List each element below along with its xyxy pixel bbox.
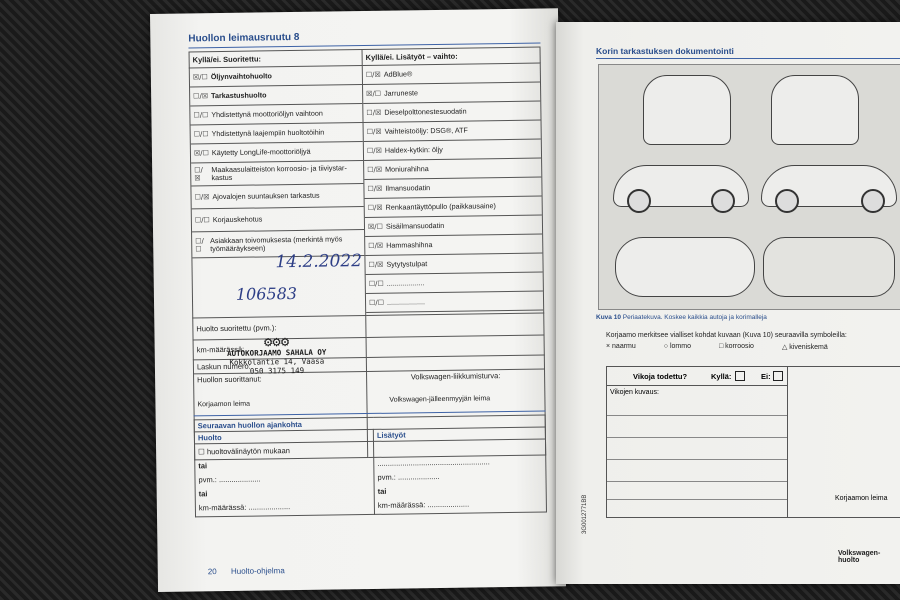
vw-monitor-label: Volkswagen-liikkumisturva: bbox=[410, 371, 501, 382]
right-checkbox[interactable]: ☐/☒ bbox=[368, 260, 384, 269]
right-item-label: AdBlue® bbox=[383, 69, 413, 79]
symbol-legend bbox=[606, 343, 900, 351]
left-checkbox[interactable]: ☒/☐ bbox=[192, 73, 208, 82]
no-checkbox[interactable] bbox=[773, 371, 783, 381]
left-item-label: Maakaasulaitteiston korroosio- ja tiiviystar-kastus bbox=[211, 163, 347, 183]
right-item bbox=[365, 216, 542, 237]
right-checkbox[interactable]: ☐/☒ bbox=[366, 146, 382, 155]
right-item-label: Dieselpolttonestesuodatin bbox=[384, 106, 467, 117]
left-item-label: Tarkastushuolto bbox=[211, 90, 267, 101]
next-service-cell bbox=[195, 441, 375, 516]
stamp-name: AUTOKORJAAMO SAHALA OY bbox=[227, 347, 327, 358]
right-checkbox[interactable]: ☒/☐ bbox=[366, 89, 382, 98]
footer-page-number: 20 bbox=[207, 567, 217, 577]
performer-label: Huollon suorittanut: bbox=[197, 374, 262, 385]
right-dotted-cell-1 bbox=[366, 313, 544, 337]
symbol-legend-item: × naarmu bbox=[606, 343, 636, 350]
defects-desc-label: Vikojen kuvaus: bbox=[610, 389, 659, 396]
right-title-rule bbox=[596, 58, 900, 59]
right-items-list bbox=[363, 64, 543, 313]
page-title: Huollon leimausruutu 8 bbox=[188, 31, 300, 45]
right-page-title: Korin tarkastuksen dokumentointi bbox=[596, 46, 734, 56]
right-item bbox=[365, 197, 542, 218]
left-items-list bbox=[190, 66, 365, 258]
symbol-legend-item: △ kiveniskemä bbox=[781, 344, 828, 351]
left-item-label: Käytetty LongLife-moottoriöljyä bbox=[211, 146, 311, 158]
right-item-label: Haldex-kytkin: öljy bbox=[384, 144, 443, 155]
right-checkbox[interactable]: ☐/☒ bbox=[367, 184, 383, 193]
next-tai-1: tai bbox=[198, 461, 208, 471]
left-checkbox[interactable]: ☐/☒ bbox=[193, 92, 209, 101]
car-top-view bbox=[615, 237, 755, 297]
right-item-label: Vaihteistoöljy: DSG®, ATF bbox=[384, 125, 468, 136]
left-item bbox=[191, 123, 363, 144]
defects-form bbox=[606, 366, 900, 518]
next-tai-right: tai bbox=[377, 486, 387, 496]
right-item-label: Moniurahihna bbox=[385, 164, 429, 174]
service-table bbox=[189, 47, 547, 461]
footer bbox=[208, 566, 285, 576]
right-checkbox[interactable]: ☐/☒ bbox=[367, 203, 383, 212]
right-item-label: Sisäilmansuodatin bbox=[385, 220, 445, 231]
done-date-handwritten: 14.2.2022 bbox=[275, 251, 363, 273]
right-item bbox=[363, 64, 540, 85]
dealer-stamp-label: Volkswagen-jälleenmyyjän leima bbox=[389, 395, 491, 404]
left-checkbox[interactable]: ☐/☐ bbox=[194, 216, 210, 225]
workshop-stamp bbox=[217, 335, 338, 376]
left-page bbox=[150, 8, 566, 592]
wheel-icon bbox=[861, 189, 885, 213]
done-date-label: Huolto suoritettu (pvm.): bbox=[196, 323, 277, 334]
footer-title: Huolto-ohjelma bbox=[230, 566, 285, 576]
right-item-label: Ilmansuodatin bbox=[385, 183, 431, 193]
right-footer: Volkswagen-huolto bbox=[838, 550, 881, 564]
wheel-icon bbox=[711, 189, 735, 213]
right-item bbox=[365, 235, 542, 256]
right-item-label: Renkaantäyttöpullo (paikkausaine) bbox=[385, 201, 496, 212]
wheel-icon bbox=[775, 189, 799, 213]
next-service-table bbox=[194, 415, 547, 518]
right-item-label: Sytytystulpat bbox=[386, 259, 428, 269]
left-item-label: Öljynvaihtohuolto bbox=[210, 71, 272, 82]
next-col1: Huolto bbox=[194, 429, 373, 443]
left-checkbox[interactable]: ☐/☐ bbox=[193, 111, 209, 120]
defects-label: Vikoja todettu? bbox=[633, 372, 688, 381]
car-front-view bbox=[771, 75, 859, 145]
caption-text: Periaatekuva. Koskee kaikkia autoja ja korimalleja bbox=[622, 314, 767, 321]
left-item-label: Yhdistettynä moottoriöljyn vaihtoon bbox=[211, 108, 323, 120]
left-item bbox=[190, 104, 362, 125]
right-checkbox[interactable]: ☐/☒ bbox=[365, 70, 381, 79]
next-pvm: pvm.: .................... bbox=[198, 474, 261, 485]
no-label: Ei: bbox=[761, 372, 771, 381]
right-item-label: Jarruneste bbox=[383, 88, 419, 98]
invoice-cell: Laskun numero: bbox=[193, 358, 366, 374]
next-km-right: km-määrässä: .................... bbox=[377, 499, 470, 510]
car-diagram bbox=[598, 64, 900, 310]
right-item-label: Hammashihna bbox=[386, 240, 433, 250]
left-item-label: Asiakkaan toivomuksesta (merkintä myös työmääräykseen) bbox=[210, 233, 343, 253]
right-checkbox[interactable]: ☐/☒ bbox=[366, 108, 382, 117]
car-rear-view bbox=[643, 75, 731, 145]
left-item bbox=[191, 184, 363, 209]
next-pvm-right: pvm.: .................... bbox=[377, 472, 440, 482]
next-title: Seuraavan huollon ajankohta bbox=[194, 415, 545, 432]
right-checkbox[interactable]: ☐/☐ bbox=[369, 298, 385, 307]
stamp-address: Kokkolantie 14, Vaasa bbox=[229, 356, 325, 367]
right-items-cell bbox=[362, 63, 543, 315]
next-interval: ☐ huoltovälinäytön mukaan bbox=[198, 446, 290, 457]
right-checkbox[interactable]: ☐/☒ bbox=[368, 241, 384, 250]
next-tai-2: tai bbox=[198, 489, 208, 499]
left-item-label: Korjauskehotus bbox=[212, 214, 263, 225]
right-page bbox=[556, 22, 900, 584]
right-item-label: ................... bbox=[386, 278, 425, 288]
right-item bbox=[363, 83, 540, 104]
left-checkbox[interactable]: ☐/☐ bbox=[195, 236, 204, 253]
right-checkbox[interactable]: ☐/☒ bbox=[367, 165, 383, 174]
right-checkbox[interactable]: ☒/☐ bbox=[367, 222, 383, 231]
symbol-legend-item: □ korroosio bbox=[718, 343, 754, 350]
figure-caption bbox=[596, 314, 767, 321]
left-item-label: Yhdistettynä laajempiin huoltotöihin bbox=[211, 127, 325, 139]
right-col-header: Kyllä/ei. Lisätyöt – vaihto: bbox=[362, 47, 540, 65]
next-km: km-määrässä: .................... bbox=[198, 502, 291, 513]
caption-number: Kuva 10 bbox=[596, 314, 621, 321]
right-item bbox=[364, 159, 541, 180]
stamp-phone: 050 3175 149 bbox=[249, 365, 305, 376]
left-col-header: Kyllä/ei. Suoritettu: bbox=[189, 50, 362, 68]
right-item bbox=[364, 178, 541, 199]
right-dotted-cell-2 bbox=[366, 335, 544, 357]
next-col2: Lisätyöt bbox=[373, 427, 545, 441]
symbol-instruction: Korjaamo merkitsee vialliset kohdat kuvaan (Kuva 10) seuraavilla symboleilla: bbox=[606, 332, 847, 339]
km-label: km-määrässä: bbox=[196, 344, 245, 355]
right-stamp-label: Korjaamon leima bbox=[835, 495, 888, 502]
next-extra-cell: ...................................................... pvm.: .................... tai km-määrässä: .................... bbox=[373, 439, 546, 514]
left-checkbox[interactable]: ☐/☐ bbox=[193, 130, 209, 139]
yes-checkbox[interactable] bbox=[735, 371, 745, 381]
form-divider bbox=[787, 367, 788, 517]
left-checkbox[interactable]: ☐/☒ bbox=[194, 193, 210, 202]
right-checkbox[interactable]: ☐/☒ bbox=[366, 127, 382, 136]
left-checkbox[interactable]: ☐/☒ bbox=[194, 166, 203, 183]
right-item bbox=[366, 273, 543, 294]
right-item bbox=[365, 254, 542, 275]
wheel-icon bbox=[627, 189, 651, 213]
side-code: 3G0012771BB bbox=[582, 494, 588, 534]
stamp-gear-icon: ⚙⚙⚙ bbox=[263, 334, 290, 351]
left-item bbox=[190, 85, 362, 106]
left-item bbox=[191, 161, 363, 186]
workshop-stamp-label: Korjaamon leima bbox=[197, 400, 251, 409]
left-item bbox=[190, 66, 362, 87]
right-item bbox=[363, 102, 540, 123]
symbol-legend-item: ○ lommo bbox=[663, 343, 691, 350]
left-items-cell bbox=[189, 66, 365, 318]
km-handwritten: 106583 bbox=[235, 283, 298, 304]
left-item bbox=[191, 142, 363, 163]
left-checkbox[interactable]: ☒/☐ bbox=[193, 149, 209, 158]
right-item-label: ................... bbox=[386, 297, 425, 307]
yes-label: Kyllä: bbox=[711, 372, 732, 381]
right-item bbox=[364, 121, 541, 142]
car-underbody-view bbox=[763, 237, 895, 297]
right-item bbox=[366, 292, 543, 313]
left-item bbox=[192, 207, 364, 232]
right-item bbox=[364, 140, 541, 161]
right-checkbox[interactable]: ☐/☐ bbox=[368, 279, 384, 288]
defects-question-row bbox=[607, 367, 788, 386]
left-item-label: Ajovalojen suuntauksen tarkastus bbox=[212, 190, 320, 202]
